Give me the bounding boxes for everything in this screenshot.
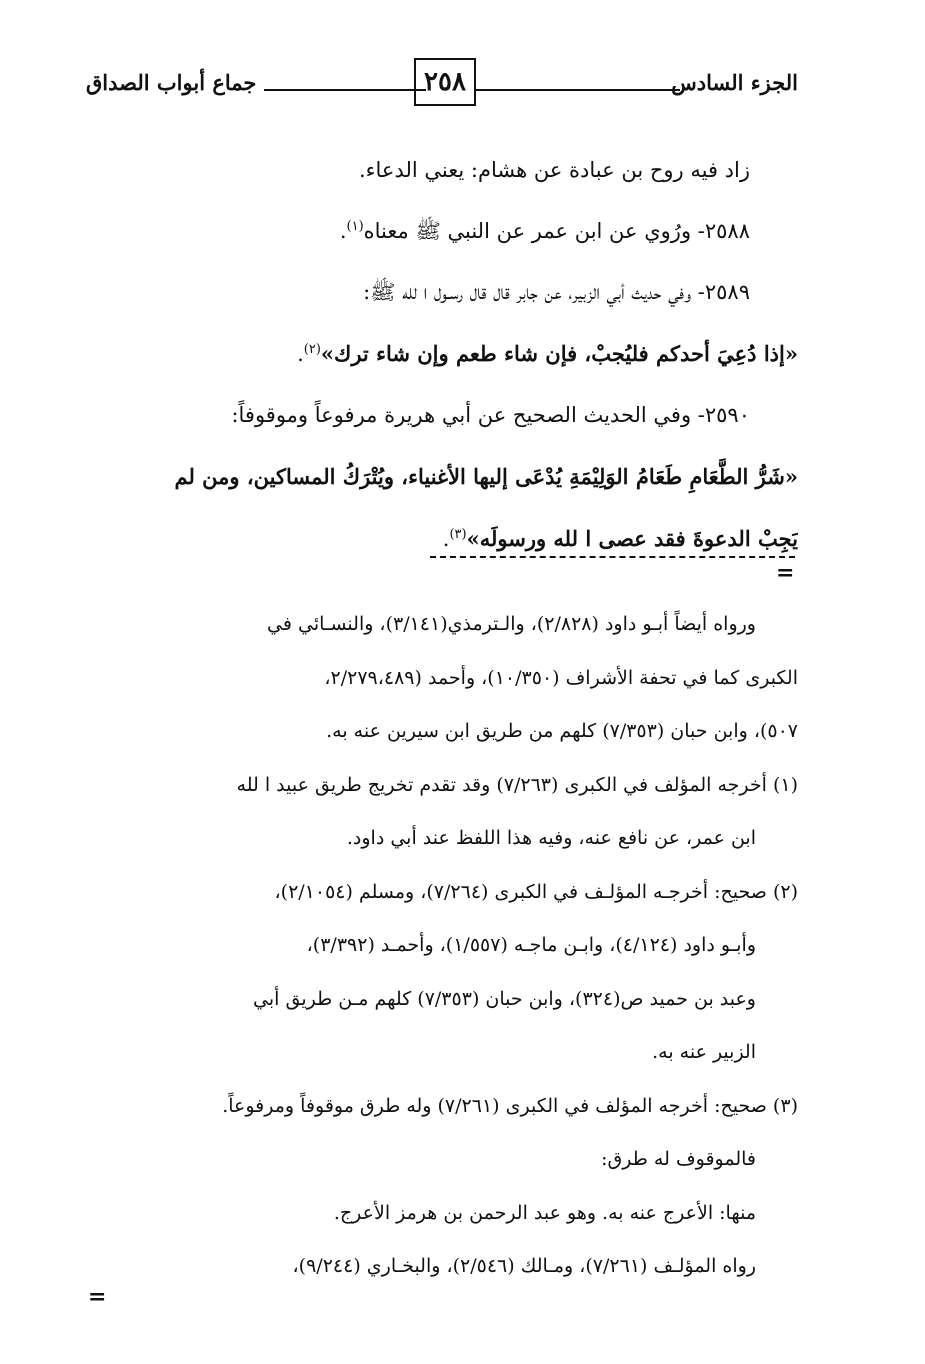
footnote-line: وعبد بن حميد ص(٣٢٤)، وابن حبان (٧/٣٥٣) كلهم مـن طريق أبي [253, 987, 756, 1010]
hadith-2590-text: «شَرُّ الطَّعَامِ طَعَامُ الوَلِيْمَةِ يُدْعَى إليها الأغنياء، ويُتْرَكُ المساكين، ومن لم [174, 464, 798, 489]
header-rule-left [264, 89, 426, 91]
footnote-line: وأبـو داود (٤/١٢٤)، وابـن ماجـه (١/٥٥٧)، وأحمـد (٣/٣٩٢)، [306, 934, 756, 956]
sentence-end: . [297, 342, 304, 366]
footnote-line: منها: الأعرج عنه به. وهو عبد الرحمن بن هرمز الأعرج. [333, 1201, 756, 1224]
main-line [86, 385, 798, 446]
continuation-mark-top: = [776, 560, 795, 586]
footnote-ref-3: (٣) [449, 527, 467, 542]
running-header [86, 58, 798, 110]
main-line [86, 201, 798, 262]
footnote-1: (١) أخرجه المؤلف في الكبرى (٧/٢٦٣) وقد تقدم تخريج طريق عبيد ا لله [236, 773, 798, 796]
footnote-separator [430, 556, 795, 558]
main-line-text: زاد فيه روح بن عبادة عن هشام: يعني الدعاء. [358, 158, 750, 182]
main-text [86, 140, 798, 570]
footnote-ref-2: (٢) [303, 342, 321, 357]
hadith-2590: ٢٥٩٠- وفي الحديث الصحيح عن أبي هريرة مرفوعاً وموقوفاً: [231, 403, 750, 427]
continuation-mark-bottom: = [88, 1284, 107, 1310]
header-chapter-label: جماع أبواب الصداق [86, 70, 257, 95]
footnote-2: (٢) صحيح: أخرجـه المؤلـف في الكبرى (٧/٢٦٤)، ومسلم (٢/١٠٥٤)، [274, 880, 798, 903]
sentence-end: . [442, 527, 450, 551]
header-rule-right [460, 89, 680, 91]
main-line [86, 446, 798, 508]
header-part-label: الجزء السادس [671, 70, 798, 95]
main-line [86, 323, 798, 385]
hadith-2588: ٢٥٨٨- ورُوي عن ابن عمر عن النبي ﷺ معناه [363, 219, 750, 243]
footnote-line: الزبير عنه به. [652, 1041, 756, 1063]
footnote-ref-1: (١) [346, 219, 364, 234]
footnote-line: رواه المؤلـف (٧/٢٦١)، ومـالك (٢/٥٤٦)، والبخـاري (٩/٢٤٤)، [292, 1255, 756, 1277]
footnote-line: فالموقوف له طرق: [601, 1148, 756, 1170]
footnote-3: (٣) صحيح: أخرجه المؤلف في الكبرى (٧/٢٦١) وله طرق موقوفاً ومرفوعاً. [222, 1094, 798, 1117]
page-number-box: ٢٥٨ [414, 58, 476, 106]
footnotes [86, 598, 798, 1294]
main-line [86, 508, 798, 570]
hadith-2589: ٢٥٨٩- وفي حديث أبي الزبير، عن جابر قال قال رسـول ا لله ﷺ: [363, 280, 750, 304]
main-line [86, 140, 798, 201]
sentence-end: . [339, 219, 347, 243]
footnote-line: الكبرى كما في تحفة الأشراف (١٠/٣٥٠)، وأحمد (٢/٢٧٩،٤٨٩، [324, 666, 798, 689]
hadith-2589-text: «إذا دُعِيَ أحدكم فليُجبْ، فإن شاء طعم وإن شاء ترك» [320, 341, 798, 366]
main-line [86, 262, 798, 323]
hadith-2590-text-cont: يَجِبْ الدعوةَ فقد عصى ا لله ورسولَه» [466, 526, 798, 551]
footnote-line: ٥٠٧)، وابن حبان (٧/٣٥٣) كلهم من طريق ابن سيرين عنه به. [326, 720, 798, 742]
footnote-line: ورواه أيضاً أبـو داود (٢/٨٢٨)، والـترمذي(٣/١٤١)، والنسـائي في [267, 613, 756, 635]
footnote-line: ابن عمر، عن نافع عنه، وفيه هذا اللفظ عند أبي داود. [346, 827, 756, 849]
